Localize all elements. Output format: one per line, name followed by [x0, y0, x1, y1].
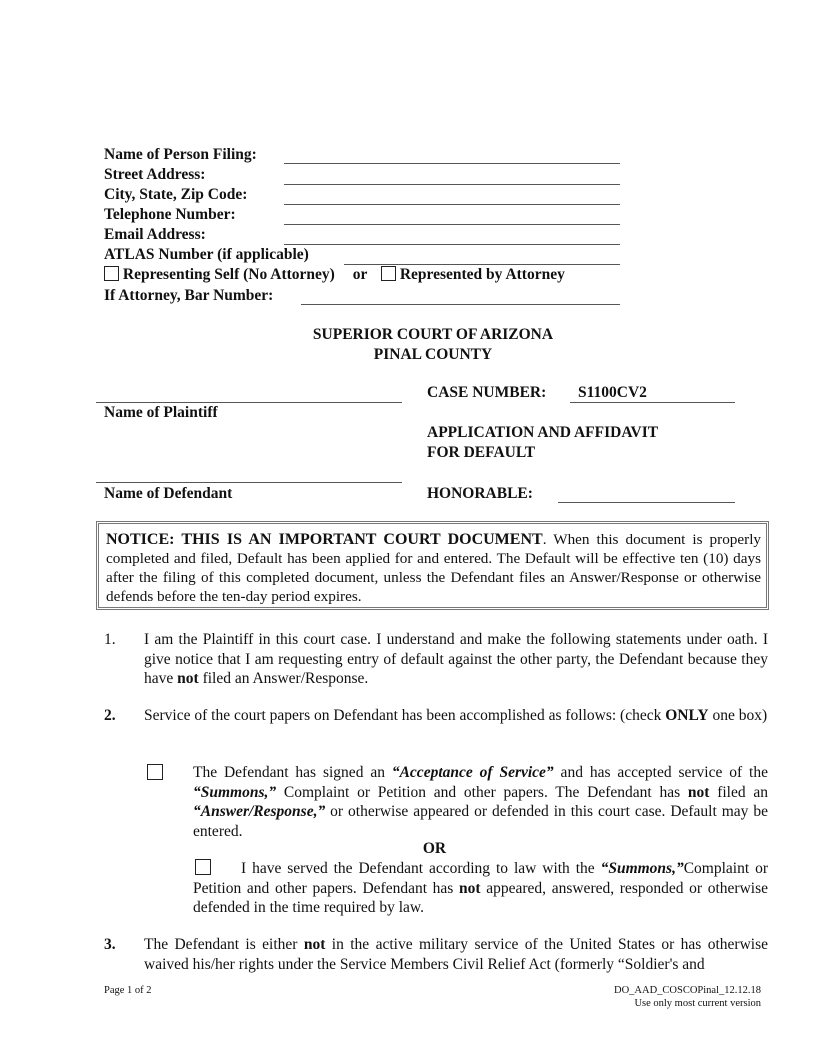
option-served-defendant-text: I have served the Defendant according to law with the “Summons,”Complaint or Petition and other papers. Defendant has not appeared, answered, responded or otherwise defended in the time required by law.: [193, 860, 768, 916]
notice-box: [96, 521, 769, 610]
street-address-field[interactable]: [284, 184, 620, 185]
or-divider: OR: [422, 840, 447, 857]
city-state-zip-field[interactable]: [284, 204, 620, 205]
case-number-label: CASE NUMBER:: [427, 384, 547, 401]
court-name: SUPERIOR COURT OF ARIZONA: [312, 326, 554, 343]
version-note: Use only most current version: [634, 998, 761, 1009]
item-2-number: 2.: [104, 707, 116, 724]
defendant-label: Name of Defendant: [104, 485, 233, 502]
document-title-line2: FOR DEFAULT: [427, 444, 536, 461]
telephone-number-field[interactable]: [284, 224, 620, 225]
item-3-number: 3.: [104, 936, 116, 953]
representing-self-label: Representing Self (No Attorney): [122, 266, 335, 283]
case-number-field[interactable]: [570, 402, 735, 403]
item-3-text: The Defendant is either not in the active military service of the United States or has otherwise waived his/her rights under the Service Members Civil Relief Act (formerly “Soldier's and: [144, 936, 768, 973]
telephone-number-label: Telephone Number:: [104, 206, 236, 223]
item-2-text: Service of the court papers on Defendant has been accomplished as follows: (check ONLY one box): [144, 707, 768, 724]
plaintiff-label: Name of Plaintiff: [104, 404, 218, 421]
notice-heading: NOTICE: THIS IS AN IMPORTANT COURT DOCUMENT: [106, 531, 543, 548]
county-name: PINAL COUNTY: [373, 346, 493, 363]
name-of-person-filing-field[interactable]: [284, 163, 620, 164]
notice-text: [106, 530, 761, 606]
notice-body: . When this document is properly completed and filed, Default has been applied for and entered. The Default will be effective ten (10) days after the filing of this completed document, unless the Defendant files an Answer/Response or otherwise defends before the ten-day period expires.: [106, 531, 762, 605]
item-1-number: 1.: [104, 631, 116, 648]
email-address-field[interactable]: [284, 244, 620, 245]
atlas-number-label: ATLAS Number (if applicable): [104, 246, 309, 263]
or-label: or: [352, 266, 368, 283]
document-title-line1: APPLICATION AND AFFIDAVIT: [427, 424, 659, 441]
represented-by-attorney-label: Represented by Attorney: [399, 266, 565, 283]
city-state-zip-label: City, State, Zip Code:: [104, 186, 248, 203]
honorable-label: HONORABLE:: [427, 485, 533, 502]
name-of-person-filing-label: Name of Person Filing:: [104, 146, 257, 163]
acceptance-of-service-checkbox[interactable]: [147, 764, 163, 780]
email-address-label: Email Address:: [104, 226, 206, 243]
page-number: Page 1 of 2: [104, 985, 152, 996]
bar-number-field[interactable]: [301, 304, 620, 305]
option-acceptance-of-service-text: The Defendant has signed an “Acceptance of Service” and has accepted service of the “Summons,” Complaint or Petition and other papers. The Defendant has not filed an “Answer/Response,” or otherwise appeared or defended in this court case. Default may be entered.: [193, 764, 768, 840]
represented-by-attorney-checkbox[interactable]: [381, 266, 396, 281]
form-code: DO_AAD_COSCOPinal_12.12.18: [613, 985, 761, 996]
honorable-field[interactable]: [558, 502, 735, 503]
representation-row: [104, 265, 565, 285]
case-number-value: S1100CV2: [578, 384, 647, 401]
bar-number-label: If Attorney, Bar Number:: [104, 287, 274, 304]
representing-self-checkbox[interactable]: [104, 266, 119, 281]
street-address-label: Street Address:: [104, 166, 206, 183]
item-1-text: I am the Plaintiff in this court case. I understand and make the following statements under oath. I give notice that I am requesting entry of default against the other party, the Defendant because they have not filed an Answer/Response.: [144, 631, 768, 687]
defendant-name-field[interactable]: [96, 482, 402, 483]
